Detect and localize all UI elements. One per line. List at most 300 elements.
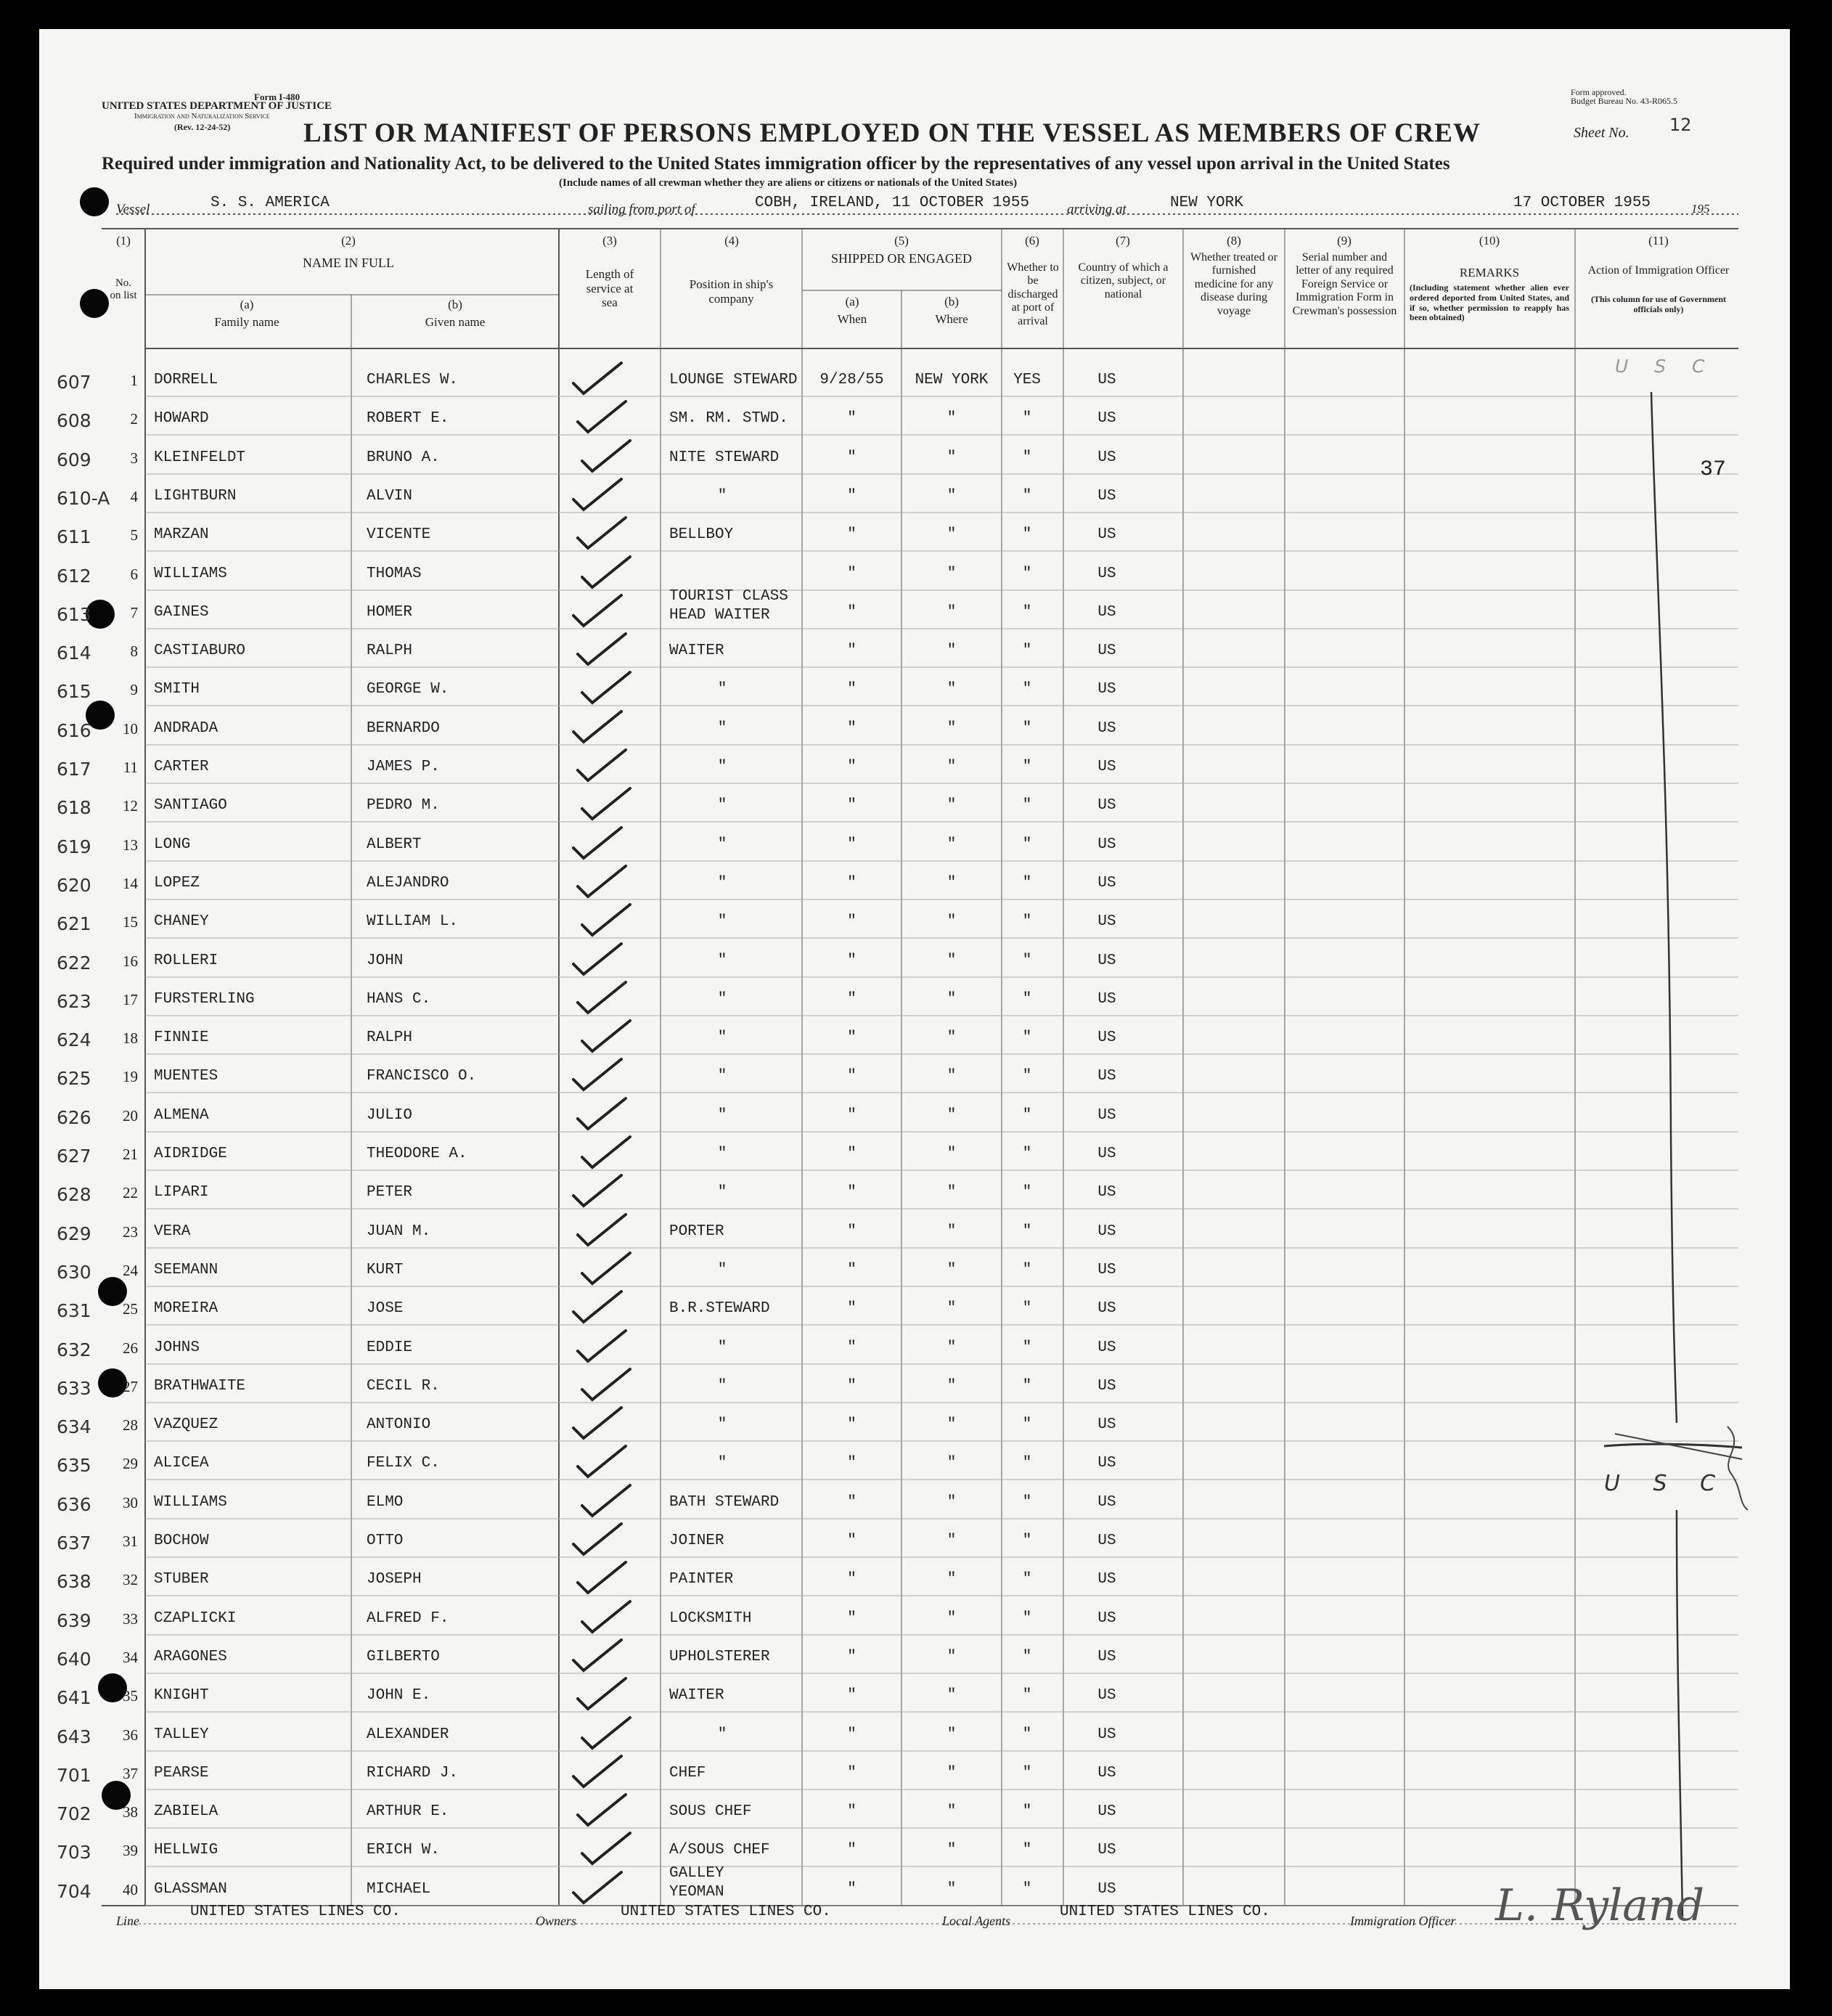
row-position: LOCKSMITH [669, 1610, 752, 1627]
row-when: " [847, 488, 856, 505]
row-family-name: WILLIAMS [154, 1494, 227, 1511]
row-margin-number: 638 [57, 1571, 91, 1592]
row-family-name: BOCHOW [154, 1533, 209, 1549]
form-subtitle: Required under immigration and Nationality Act, to be delivered to the United States immigration officer by the representatives of any vessel upon arrival in the United States [102, 154, 1450, 174]
row-discharge: " [1022, 1726, 1032, 1743]
row-position: B.R.STEWARD [669, 1300, 770, 1317]
approval-line-2: Budget Bureau No. 43-R065.5 [1571, 96, 1677, 106]
col-8-label: Whether treated or furnished medicine for any disease during voyage [1190, 251, 1277, 317]
row-given-name: EDDIE [367, 1339, 413, 1356]
sheet-number: 12 [1669, 115, 1692, 135]
row-margin-number: 610-A [57, 488, 110, 509]
row-given-name: CECIL R. [367, 1378, 440, 1395]
row-country: US [1097, 1223, 1116, 1240]
col-2b-label: Given name [425, 315, 486, 329]
row-position: SM. RM. STWD. [669, 410, 788, 427]
row-family-name: MUENTES [154, 1068, 218, 1085]
row-position: " [717, 1455, 727, 1472]
row-position: " [717, 1068, 727, 1085]
row-country: US [1097, 1842, 1116, 1858]
row-given-name: VICENTE [367, 526, 431, 543]
col-11-label: Action of Immigration Officer [1587, 264, 1730, 277]
row-position: A/SOUS CHEF [669, 1842, 770, 1858]
approval-line-1: Form approved. [1571, 87, 1627, 97]
row-list-number: 22 [123, 1184, 138, 1201]
row-family-name: DORRELL [154, 372, 218, 388]
service-checkmark [582, 1485, 630, 1516]
row-when: " [847, 566, 856, 582]
row-list-number: 24 [123, 1262, 138, 1279]
row-margin-number: 643 [57, 1726, 91, 1747]
row-given-name: ALEJANDRO [367, 875, 449, 891]
row-family-name: CHANEY [154, 913, 209, 930]
col-10-label: REMARKS [1459, 266, 1520, 279]
row-when: " [847, 720, 856, 737]
service-name: Immigration and Naturalization Service [134, 112, 270, 121]
row-list-number: 29 [123, 1455, 138, 1472]
row-family-name: PEARSE [154, 1765, 209, 1782]
footer-line-value: UNITED STATES LINES CO. [190, 1903, 401, 1920]
row-when: " [847, 1881, 856, 1898]
row-margin-number: 614 [57, 642, 91, 664]
row-discharge: " [1022, 1184, 1032, 1201]
row-country: US [1097, 1378, 1116, 1395]
row-margin-number: 701 [57, 1765, 91, 1786]
row-when: " [847, 1610, 856, 1627]
row-given-name: ERICH W. [367, 1842, 440, 1858]
row-discharge: " [1022, 1223, 1032, 1240]
row-country: US [1097, 797, 1116, 814]
row-margin-number: 622 [57, 952, 91, 974]
row-discharge: " [1022, 836, 1032, 853]
row-where: " [946, 488, 957, 505]
row-family-name: SMITH [154, 681, 200, 698]
row-discharge: " [1022, 1649, 1032, 1665]
row-country: US [1097, 1726, 1116, 1743]
col-2b-number: (b) [448, 298, 462, 311]
row-country: US [1097, 1262, 1116, 1278]
row-where: " [946, 720, 957, 737]
service-checkmark [578, 518, 626, 548]
row-given-name: RALPH [367, 642, 413, 659]
row-list-number: 10 [123, 720, 138, 738]
row-where: " [946, 952, 957, 969]
row-margin-number: 641 [57, 1687, 91, 1708]
row-margin-number: 703 [57, 1842, 91, 1863]
row-country: US [1097, 681, 1116, 698]
row-discharge: " [1022, 604, 1032, 621]
row-country: US [1097, 1146, 1116, 1162]
col-3-label: Length of service at sea [585, 267, 634, 310]
row-position: CHEF [669, 1765, 706, 1782]
row-where: " [946, 1184, 957, 1201]
row-discharge: " [1022, 1687, 1032, 1704]
row-where: " [946, 1416, 957, 1433]
row-where: " [946, 1842, 957, 1858]
row-when: " [847, 1146, 856, 1162]
row-margin-number: 618 [57, 797, 91, 818]
row-discharge: " [1022, 1881, 1032, 1898]
row-list-number: 33 [123, 1610, 138, 1628]
row-when: " [847, 1803, 856, 1820]
row-list-number: 25 [123, 1300, 138, 1318]
row-family-name: LONG [154, 836, 191, 853]
row-when: " [847, 797, 856, 814]
service-checkmark [573, 1059, 621, 1090]
action-usc-bottom: U S C [1604, 1471, 1729, 1496]
row-discharge: YES [1013, 372, 1041, 388]
row-when: " [847, 836, 856, 853]
row-list-number: 1 [130, 372, 138, 389]
footer-agents-label: Local Agents [942, 1914, 1011, 1928]
row-when: " [847, 526, 856, 543]
row-discharge: " [1022, 1262, 1032, 1278]
row-margin-number: 628 [57, 1184, 91, 1205]
service-checkmark [582, 1718, 630, 1748]
row-when: " [847, 1262, 856, 1278]
row-given-name: FELIX C. [367, 1455, 440, 1472]
row-where: " [946, 1687, 957, 1704]
row-where: " [946, 642, 957, 659]
row-given-name: JOHN [367, 952, 404, 969]
row-list-number: 30 [123, 1494, 138, 1511]
row-discharge: " [1022, 1068, 1032, 1085]
row-where: " [946, 1068, 957, 1085]
row-list-number: 34 [123, 1649, 138, 1666]
row-list-number: 15 [123, 913, 138, 931]
row-given-name: JOSEPH [367, 1571, 422, 1588]
row-when: 9/28/55 [819, 372, 884, 388]
service-checkmark [582, 1021, 630, 1051]
row-discharge: " [1022, 1300, 1032, 1317]
row-given-name: HOMER [367, 604, 413, 621]
vessel-name: S. S. AMERICA [210, 195, 330, 211]
row-position: " [717, 952, 727, 969]
row-given-name: WILLIAM L. [367, 913, 459, 930]
service-checkmark [573, 363, 621, 393]
service-checkmark [573, 1756, 621, 1787]
row-list-number: 28 [123, 1416, 138, 1434]
row-margin-number: 640 [57, 1649, 91, 1670]
page-title: LIST OR MANIFEST OF PERSONS EMPLOYED ON THE VESSEL AS MEMBERS OF CREW [303, 118, 1481, 148]
row-position: TOURIST CLASS [669, 588, 788, 605]
row-margin-number: 704 [57, 1881, 91, 1902]
row-margin-number: 629 [57, 1223, 91, 1244]
row-when: " [847, 1223, 856, 1240]
row-family-name: FINNIE [154, 1029, 209, 1046]
row-list-number: 9 [130, 681, 138, 698]
row-discharge: " [1022, 488, 1032, 505]
row-where: " [946, 1571, 957, 1588]
row-when: " [847, 1649, 856, 1665]
row-given-name: ALVIN [367, 488, 413, 505]
footer-agents-value: UNITED STATES LINES CO. [1060, 1903, 1270, 1920]
row-list-number: 35 [123, 1687, 138, 1705]
row-position: " [717, 488, 727, 505]
service-checkmark [578, 634, 626, 664]
row-when: " [847, 1533, 856, 1549]
row-country: US [1097, 642, 1116, 659]
row-when: " [847, 642, 856, 659]
row-family-name: LOPEZ [154, 875, 200, 891]
row-family-name: JOHNS [154, 1339, 200, 1356]
action-usc-top: U S C [1615, 356, 1715, 377]
row-discharge: " [1022, 1455, 1032, 1472]
row-country: US [1097, 952, 1116, 969]
row-given-name: JULIO [367, 1107, 413, 1124]
row-discharge: " [1022, 913, 1032, 930]
row-country: US [1097, 1416, 1116, 1433]
row-where: " [946, 1378, 957, 1395]
row-list-number: 27 [123, 1378, 138, 1395]
row-position: PAINTER [669, 1571, 734, 1588]
row-family-name: KNIGHT [154, 1687, 209, 1704]
action-count: 37 [1700, 457, 1727, 482]
row-where: " [946, 1494, 957, 1511]
col-11-note: (This column for use of Government officials only) [1590, 294, 1727, 314]
row-discharge: " [1022, 681, 1032, 698]
row-given-name: ALEXANDER [367, 1726, 449, 1743]
row-family-name: KLEINFELDT [154, 449, 246, 466]
row-given-name: PETER [367, 1184, 413, 1201]
row-discharge: " [1022, 1610, 1032, 1627]
row-list-number: 36 [123, 1726, 138, 1744]
row-family-name: AIDRIDGE [154, 1146, 227, 1162]
row-family-name: VERA [154, 1223, 191, 1240]
row-family-name: SEEMANN [154, 1262, 218, 1278]
row-list-number: 16 [123, 952, 138, 970]
service-checkmark [573, 1175, 621, 1206]
row-family-name: LIGHTBURN [154, 488, 237, 505]
row-when: " [847, 1726, 856, 1743]
row-where: " [946, 836, 957, 853]
row-margin-number: 627 [57, 1146, 91, 1167]
row-position: " [717, 1262, 727, 1278]
row-country: US [1097, 1339, 1116, 1356]
service-checkmark [578, 1795, 626, 1825]
col-5b-label: Where [935, 312, 968, 326]
row-family-name: SANTIAGO [154, 797, 227, 814]
row-country: US [1097, 720, 1116, 737]
col-9-label: Serial number and letter of any required Foreign Service or Immigration Form in Crewman's possession [1292, 251, 1397, 317]
service-checkmark [573, 711, 621, 742]
row-margin-number: 631 [57, 1300, 91, 1321]
row-country: US [1097, 1533, 1116, 1549]
col-5a-label: When [837, 312, 867, 326]
col-5b-number: (b) [944, 295, 959, 309]
row-family-name: MARZAN [154, 526, 209, 543]
row-where: " [946, 1649, 957, 1665]
row-country: US [1097, 1184, 1116, 1201]
row-discharge: " [1022, 449, 1032, 466]
row-discharge: " [1022, 875, 1032, 891]
row-country: US [1097, 1881, 1116, 1898]
service-checkmark [582, 672, 630, 703]
service-checkmark [573, 1872, 621, 1903]
row-given-name: JAMES P. [367, 759, 440, 775]
service-checkmark [573, 828, 621, 858]
row-margin-number: 635 [57, 1455, 91, 1476]
row-country: US [1097, 526, 1116, 543]
row-when: " [847, 1107, 856, 1124]
arriving-label: arriving at [1067, 202, 1126, 217]
row-when: " [847, 1184, 856, 1201]
row-family-name: TALLEY [154, 1726, 209, 1743]
row-position: " [717, 875, 727, 891]
row-given-name: GEORGE W. [367, 681, 449, 698]
row-margin-number: 623 [57, 991, 91, 1012]
row-discharge: " [1022, 1571, 1032, 1588]
row-country: US [1097, 488, 1116, 505]
row-where: " [946, 1803, 957, 1820]
row-family-name: HELLWIG [154, 1842, 218, 1858]
row-when: " [847, 604, 856, 621]
row-discharge: " [1022, 1339, 1032, 1356]
row-given-name: ALFRED F. [367, 1610, 449, 1627]
service-checkmark [578, 1331, 626, 1361]
row-given-name: MICHAEL [367, 1881, 431, 1898]
row-discharge: " [1022, 1416, 1032, 1433]
row-when: " [847, 1571, 856, 1588]
service-checkmark [573, 944, 621, 974]
row-when: " [847, 1378, 856, 1395]
col-2-number: (2) [341, 234, 356, 248]
row-country: US [1097, 1029, 1116, 1046]
row-given-name: HANS C. [367, 991, 431, 1008]
row-family-name: FURSTERLING [154, 991, 255, 1008]
row-given-name: RICHARD J. [367, 1765, 459, 1782]
row-position: " [717, 1146, 727, 1162]
row-when: " [847, 681, 856, 698]
row-family-name: MOREIRA [154, 1300, 218, 1317]
row-list-number: 14 [123, 875, 138, 892]
service-checkmark [582, 1601, 630, 1632]
row-position: LOUNGE STEWARD [669, 372, 798, 388]
row-list-number: 13 [123, 836, 138, 854]
row-position: WAITER [669, 642, 724, 659]
row-margin-number: 634 [57, 1416, 91, 1437]
row-family-name: WILLIAMS [154, 566, 227, 582]
row-position: BATH STEWARD [669, 1494, 780, 1511]
footer-owners-label: Owners [536, 1914, 577, 1928]
row-margin-number: 620 [57, 875, 91, 896]
row-list-number: 37 [123, 1765, 138, 1782]
row-list-number: 12 [123, 797, 138, 815]
row-given-name: CHARLES W. [367, 372, 459, 388]
row-margin-number: 613 [57, 604, 91, 625]
row-discharge: " [1022, 991, 1032, 1008]
row-country: US [1097, 1803, 1116, 1820]
row-where: " [946, 1029, 957, 1046]
row-given-name: THEODORE A. [367, 1146, 467, 1162]
row-when: " [847, 913, 856, 930]
row-position: UPHOLSTERER [669, 1649, 770, 1665]
row-when: " [847, 1455, 856, 1472]
row-country: US [1097, 566, 1116, 582]
row-list-number: 20 [123, 1107, 138, 1125]
officer-signature: L. Ryland [1495, 1880, 1705, 1931]
service-checkmark [582, 1369, 630, 1400]
row-discharge: " [1022, 410, 1032, 427]
row-list-number: 18 [123, 1029, 138, 1047]
row-where: " [946, 991, 957, 1008]
port-and-date: COBH, IRELAND, 11 OCTOBER 1955 [755, 195, 1030, 211]
row-country: US [1097, 875, 1116, 891]
row-given-name: JUAN M. [367, 1223, 431, 1240]
row-discharge: " [1022, 1146, 1032, 1162]
col-4-label: Position in ship's company [689, 277, 774, 306]
row-position: " [717, 1378, 727, 1395]
col-10-number: (10) [1479, 234, 1500, 248]
row-margin-number: 608 [57, 410, 91, 431]
service-checkmark [578, 982, 626, 1013]
row-position: " [717, 913, 727, 930]
include-note: (Include names of all crewman whether they are aliens or citizens or nationals of the United States) [559, 177, 1018, 189]
row-given-name: BRUNO A. [367, 449, 440, 466]
service-checkmark [573, 1524, 621, 1554]
row-position: " [717, 836, 727, 853]
row-where: " [946, 1339, 957, 1356]
row-family-name: ROLLERI [154, 952, 218, 969]
row-where: " [946, 875, 957, 891]
row-list-number: 31 [123, 1533, 138, 1550]
row-position: " [717, 681, 727, 698]
row-list-number: 23 [123, 1223, 138, 1241]
row-position: GALLEY [669, 1865, 724, 1882]
service-checkmark [573, 1291, 621, 1322]
row-discharge: " [1022, 1842, 1032, 1858]
row-given-name: ANTONIO [367, 1416, 431, 1433]
row-where: " [946, 913, 957, 930]
row-where: " [946, 1146, 957, 1162]
row-list-number: 3 [130, 449, 138, 467]
row-when: " [847, 1068, 856, 1085]
row-country: US [1097, 913, 1116, 930]
row-discharge: " [1022, 566, 1032, 582]
row-family-name: ZABIELA [154, 1803, 218, 1820]
row-list-number: 40 [123, 1881, 138, 1898]
row-list-number: 17 [123, 991, 138, 1008]
row-family-name: BRATHWAITE [154, 1378, 246, 1395]
row-country: US [1097, 1494, 1116, 1511]
row-where: " [946, 1455, 957, 1472]
row-discharge: " [1022, 1533, 1032, 1549]
row-margin-number: 617 [57, 759, 91, 780]
row-where: " [946, 681, 957, 698]
service-checkmark [578, 750, 626, 780]
row-given-name: KURT [367, 1262, 404, 1278]
row-when: " [847, 1416, 856, 1433]
row-country: US [1097, 410, 1116, 427]
row-family-name: CZAPLICKI [154, 1610, 237, 1627]
row-position: " [717, 1107, 727, 1124]
row-when: " [847, 410, 856, 427]
row-list-number: 21 [123, 1146, 138, 1163]
row-margin-number: 625 [57, 1068, 91, 1089]
service-checkmark [578, 1562, 626, 1593]
row-where: " [946, 1765, 957, 1782]
row-position: SOUS CHEF [669, 1803, 752, 1820]
row-country: US [1097, 991, 1116, 1008]
row-given-name: RALPH [367, 1029, 413, 1046]
department-name: UNITED STATES DEPARTMENT OF JUSTICE [102, 100, 332, 112]
row-family-name: GLASSMAN [154, 1881, 227, 1898]
row-where: " [946, 797, 957, 814]
service-checkmark [573, 1640, 621, 1670]
sailing-label: sailing from port of [588, 202, 695, 217]
row-discharge: " [1022, 1494, 1032, 1511]
row-where: " [946, 1223, 957, 1240]
